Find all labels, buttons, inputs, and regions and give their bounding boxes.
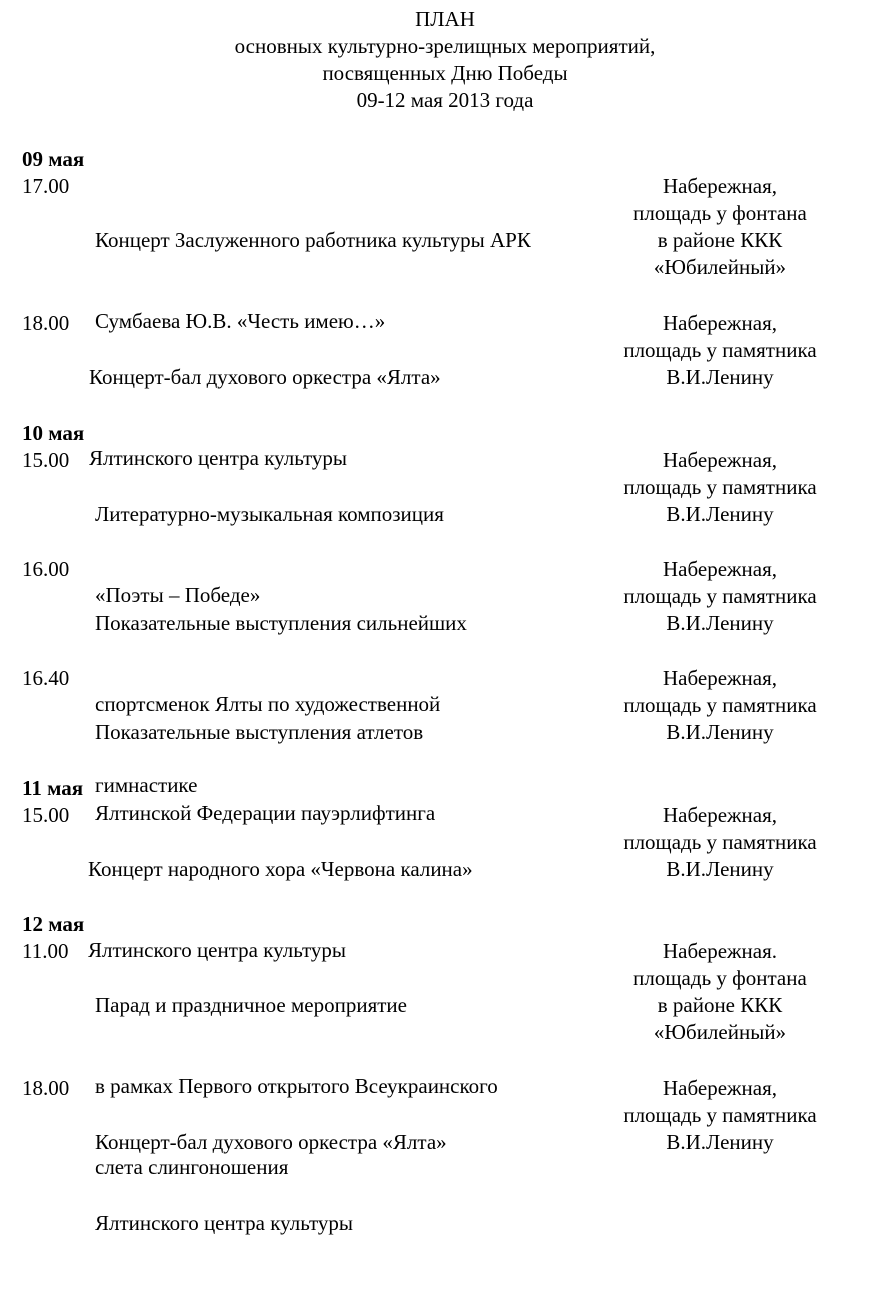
event-place-line: Набережная,	[662, 174, 777, 198]
event-place-line: площадь у памятника	[623, 584, 817, 608]
event-place-line: В.И.Ленину	[666, 1130, 774, 1154]
event-place	[600, 802, 840, 883]
event-description-line: гимнастике	[95, 773, 198, 797]
event-place	[600, 1075, 840, 1156]
event-place-line: площадь у фонтана	[633, 201, 807, 225]
event-description	[95, 1075, 447, 1291]
event-description-line: Литературно-музыкальная композиция	[95, 502, 444, 526]
event-place-line: Набережная,	[662, 311, 777, 335]
event-place-line: площадь у памятника	[623, 1103, 817, 1127]
event-description-line: Парад и праздничное мероприятие	[95, 993, 407, 1017]
event-description-line: Показательные выступления атлетов	[95, 720, 424, 744]
event-place-line: Набережная,	[662, 557, 777, 581]
event-place-line: в районе ККК	[657, 228, 783, 252]
event-place-line: площадь у памятника	[623, 338, 817, 362]
event-place	[600, 556, 840, 637]
event-place	[600, 938, 840, 1046]
day-heading: 11 мая	[22, 776, 84, 800]
event-time: 18.00	[22, 311, 70, 335]
day-heading: 10 мая	[22, 421, 85, 445]
document-header	[0, 6, 890, 114]
plan-subtitle-line-1: основных культурно-зрелищных мероприятий,	[234, 34, 656, 58]
event-time: 15.00	[22, 803, 70, 827]
event-place-line: В.И.Ленину	[666, 502, 774, 526]
plan-dates: 09-12 мая 2013 года	[356, 88, 534, 112]
event-description-line: Ялтинского центра культуры	[89, 446, 347, 470]
event-description-line: Сумбаева Ю.В. «Честь имею…»	[95, 309, 386, 333]
event-place-line: Набережная,	[662, 1076, 777, 1100]
day-heading: 09 мая	[22, 147, 85, 171]
event-place	[600, 447, 840, 528]
event-description-line: «Поэты – Победе»	[95, 583, 261, 607]
day-heading: 12 мая	[22, 912, 85, 936]
event-place	[600, 665, 840, 746]
event-place-line: Набережная.	[662, 939, 777, 963]
event-time: 15.00	[22, 448, 70, 472]
plan-title: ПЛАН	[415, 7, 475, 31]
event-description-line: Концерт народного хора «Червона калина»	[88, 857, 473, 881]
event-place-line: В.И.Ленину	[666, 857, 774, 881]
event-place-line: площадь у фонтана	[633, 966, 807, 990]
event-description-line: Показательные выступления сильнейших	[95, 611, 467, 635]
event-description-line: Ялтинского центра культуры	[88, 938, 346, 962]
event-description-line: Концерт-бал духового оркестра «Ялта»	[89, 365, 441, 389]
event-place	[600, 310, 840, 391]
event-place-line: В.И.Ленину	[666, 720, 774, 744]
event-description-line: Концерт Заслуженного работника культуры АРК	[95, 228, 531, 252]
event-description-line: Ялтинской Федерации пауэрлифтинга	[95, 801, 436, 825]
event-place-line: площадь у памятника	[623, 693, 817, 717]
event-place-line: Набережная,	[662, 803, 777, 827]
event-description-line: Ялтинского центра культуры	[95, 1211, 353, 1235]
event-place	[600, 173, 840, 281]
event-place-line: В.И.Ленину	[666, 611, 774, 635]
event-place-line: площадь у памятника	[623, 475, 817, 499]
event-description-line: в рамках Первого открытого Всеукраинского	[95, 1074, 498, 1098]
event-place-line: В.И.Ленину	[666, 365, 774, 389]
event-description-line: Концерт-бал духового оркестра «Ялта»	[95, 1130, 447, 1154]
event-place-line: в районе ККК	[657, 993, 783, 1017]
event-place-line: Набережная,	[662, 666, 777, 690]
event-time: 17.00	[22, 174, 70, 198]
event-time: 18.00	[22, 1076, 70, 1100]
event-description-line: слета слингоношения	[95, 1155, 289, 1179]
plan-subtitle-line-2: посвященных Дню Победы	[322, 61, 568, 85]
event-place-line: Набережная,	[662, 448, 777, 472]
event-place-line: «Юбилейный»	[653, 255, 787, 279]
event-place-line: площадь у памятника	[623, 830, 817, 854]
event-place-line: «Юбилейный»	[653, 1020, 787, 1044]
event-description-line: спортсменок Ялты по художественной	[95, 692, 441, 716]
event-time: 16.40	[22, 666, 70, 690]
event-time: 11.00	[22, 939, 69, 963]
event-time: 16.00	[22, 557, 70, 581]
